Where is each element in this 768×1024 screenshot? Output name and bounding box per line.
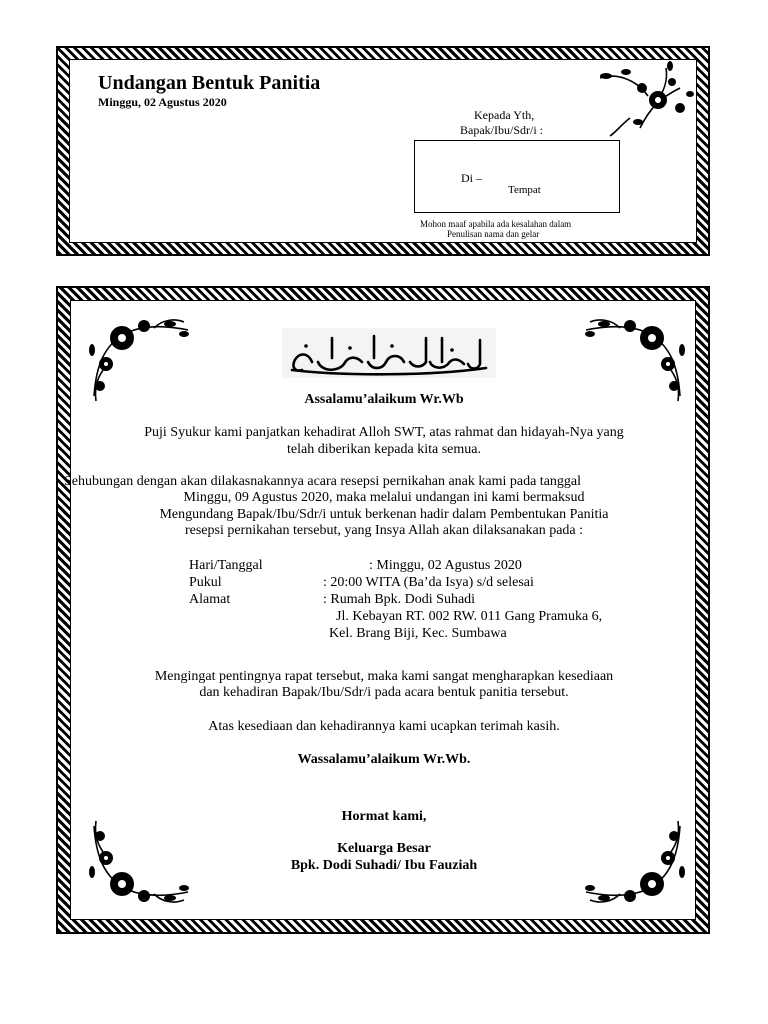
bismillah-calligraphy-icon [282, 328, 496, 378]
paragraph-2-line-3: Mengundang Bapak/Ibu/Sdr/i untuk berkenan hadir dalam Pembentukan Panitia [159, 507, 609, 522]
paragraph-2-line-2: Minggu, 09 Agustus 2020, maka melalui undangan ini kami bermaksud [183, 490, 585, 505]
recipient-line-2: Bapak/Ibu/Sdr/i : [460, 123, 543, 137]
closing-greeting: Wassalamu’alaikum Wr.Wb. [297, 752, 471, 767]
detail-address-value-1: : Rumah Bpk. Dodi Suhadi [323, 592, 476, 607]
paragraph-3-line-1: Mengingat pentingnya rapat tersebut, maka kami sangat mengharapkan kesediaan [154, 669, 614, 684]
signature-family: Keluarga Besar [337, 841, 431, 856]
detail-time-value: : 20:00 WITA (Ba’da Isya) s/d selesai [323, 575, 534, 590]
detail-address-value-3: Kel. Brang Biji, Kec. Sumbawa [329, 626, 507, 641]
card-title: Undangan Bentuk Panitia [98, 72, 321, 94]
card-date: Minggu, 02 Agustus 2020 [98, 95, 227, 109]
paragraph-2-line-4: resepsi pernikahan tersebut, yang Insya Allah akan dilaksanakan pada : [184, 523, 584, 538]
paragraph-4: Atas kesediaan dan kehadirannya kami ucapkan terimah kasih. [208, 719, 560, 734]
apology-note-line-2: Penulisan nama dan gelar [447, 229, 540, 239]
signature-names: Bpk. Dodi Suhadi/ Ibu Fauziah [290, 858, 478, 873]
di-label: Di – [461, 171, 482, 185]
paragraph-2-line-1: Sehubungan dengan akan dilakasnakannya acara resepsi pernikahan anak kami pada tanggal [64, 474, 582, 489]
detail-date-value: : Minggu, 02 Agustus 2020 [369, 558, 522, 573]
paragraph-3-line-2: dan kehadiran Bapak/Ibu/Sdr/i pada acara bentuk panitia tersebut. [199, 685, 569, 700]
paragraph-1-line-1: Puji Syukur kami panjatkan kehadirat Alloh SWT, atas rahmat dan hidayah-Nya yang [144, 425, 624, 440]
recipient-line-1: Kepada Yth, [474, 108, 535, 122]
greeting: Assalamu’alaikum Wr.Wb [304, 392, 464, 407]
paragraph-1-line-2: telah diberikan kepada kita semua. [287, 442, 481, 457]
detail-address-label: Alamat [189, 592, 231, 607]
address-box [414, 140, 620, 213]
apology-note-line-1: Mohon maaf apabila ada kesalahan dalam [420, 219, 572, 229]
regards: Hormat kami, [341, 809, 427, 824]
floral-corner-icon [580, 58, 698, 138]
detail-address-value-2: Jl. Kebayan RT. 002 RW. 011 Gang Pramuka 6, [336, 609, 603, 624]
detail-date-label: Hari/Tanggal [189, 558, 263, 573]
detail-time-label: Pukul [189, 575, 222, 590]
tempat-label: Tempat [508, 184, 541, 196]
